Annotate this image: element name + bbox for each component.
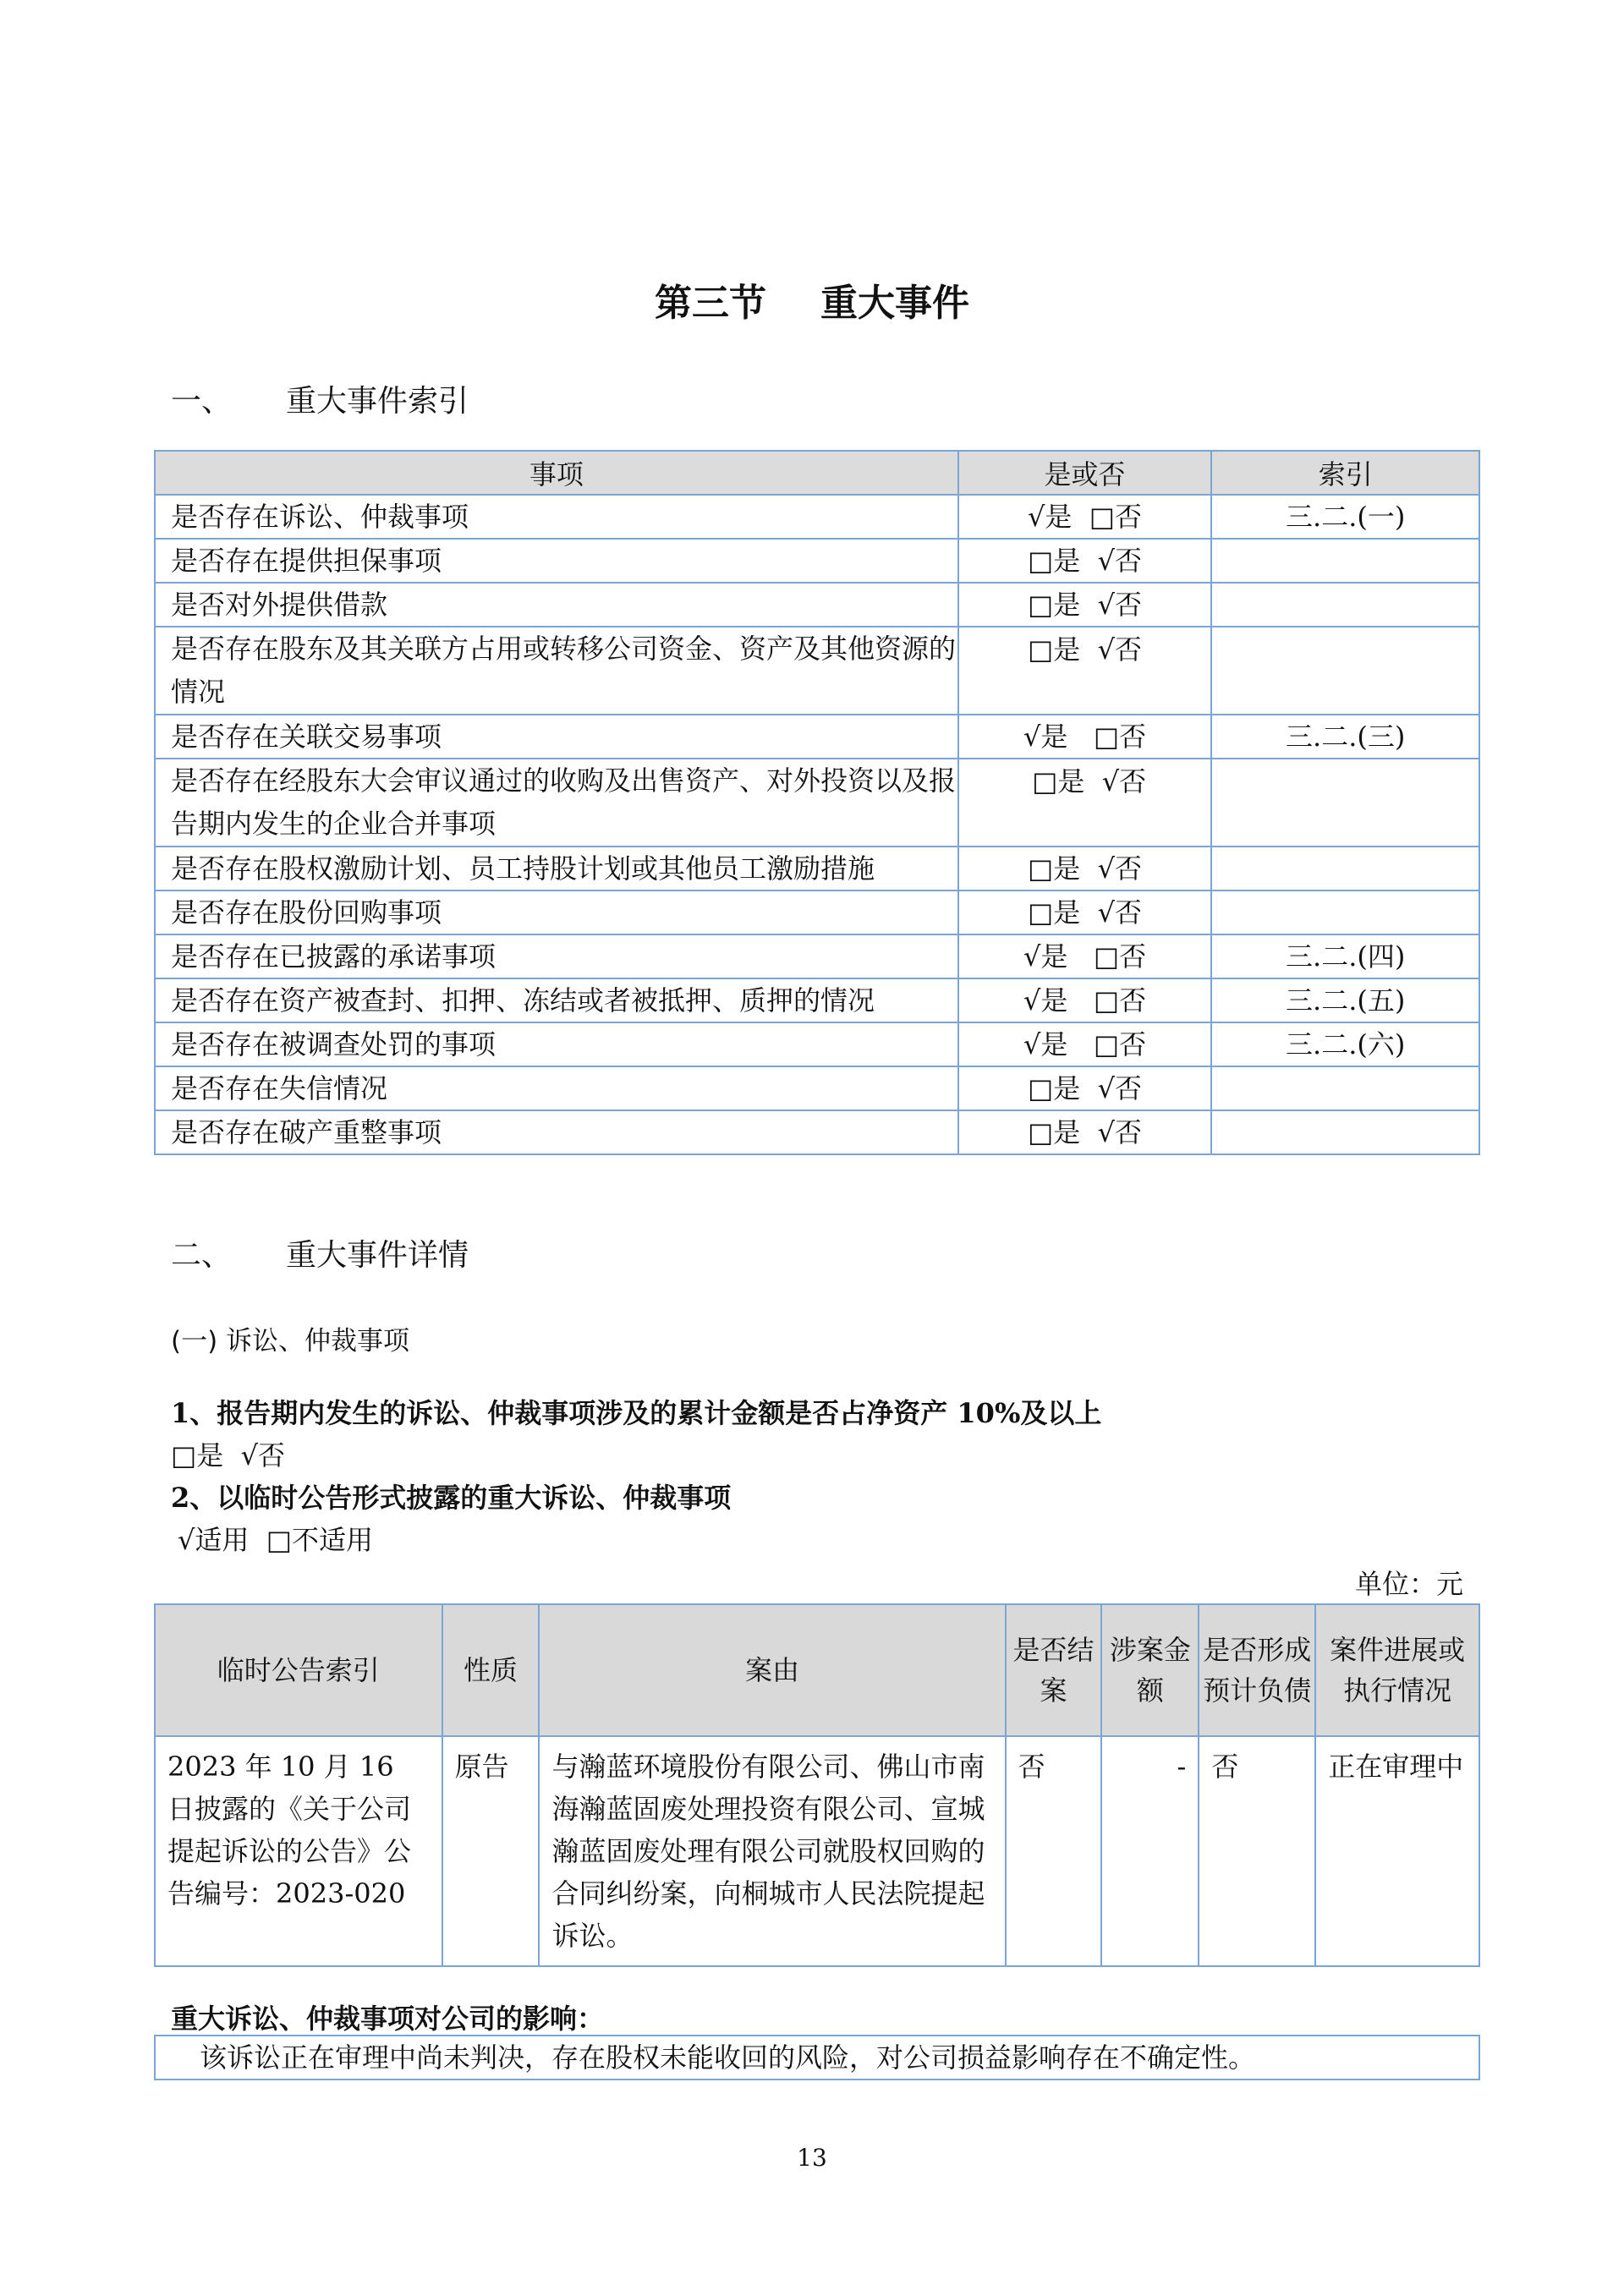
- heading-major-events-details: 二、 重大事件详情: [171, 1238, 469, 1273]
- unit-label: 单位：元: [1354, 1568, 1463, 1600]
- section-name: 重大事件: [820, 282, 969, 325]
- impact-text: 该诉讼正在审理中尚未判决，存在股权未能收回的风险，对公司损益影响存在不确定性。: [155, 2036, 1479, 2080]
- table-row: 2023 年 10 月 16 日披露的《关于公司提起诉讼的公告》公告编号：2023-020 原告 与瀚蓝环境股份有限公司、佛山市南海瀚蓝固废处理投资有限公司、宣城瀚蓝固废处理有限公司就股权回购的合同纠纷案，向桐城市人民法院提起诉讼。 否 - 否 正在审理中: [155, 1736, 1479, 1966]
- table-header-row: 临时公告索引 性质 案由 是否结案 涉案金额 是否形成预计负债 案件进展或执行情况: [155, 1604, 1479, 1736]
- litigation-table: [154, 1603, 1480, 1967]
- table-row: 是否存在股份回购事项 □是 √否: [155, 890, 1479, 934]
- table-row: 是否存在失信情况 □是 √否: [155, 1066, 1479, 1110]
- section-title: [0, 272, 1624, 326]
- question-2-answer: √适用 □不适用: [178, 1524, 373, 1556]
- header-item: 事项: [155, 451, 958, 495]
- table-row: 是否存在经股东大会审议通过的收购及出售资产、对外投资以及报告期内发生的企业合并事项 □是 √否: [155, 759, 1479, 847]
- table-row: 是否存在提供担保事项 □是 √否: [155, 539, 1479, 583]
- table-row: 是否存在被调查处罚的事项 √是 □否 三.二.(六): [155, 1022, 1479, 1066]
- events-index-table: [154, 450, 1480, 1155]
- question-1-answer: □是 √否: [171, 1439, 285, 1471]
- table-row: 是否存在诉讼、仲裁事项 √是 □否 三.二.(一): [155, 495, 1479, 539]
- impact-label: 重大诉讼、仲裁事项对公司的影响：: [171, 2003, 605, 2035]
- table-row: 是否存在关联交易事项 √是 □否 三.二.(三): [155, 715, 1479, 759]
- table-row: 是否存在资产被查封、扣押、冻结或者被抵押、质押的情况 √是 □否 三.二.(五): [155, 978, 1479, 1022]
- table-row: 是否存在股权激励计划、员工持股计划或其他员工激励措施 □是 √否: [155, 847, 1479, 890]
- table-row: 是否对外提供借款 □是 √否: [155, 583, 1479, 627]
- impact-box: [154, 2035, 1480, 2080]
- header-yes-no: 是或否: [958, 451, 1212, 495]
- question-2: 2、以临时公告形式披露的重大诉讼、仲裁事项: [171, 1482, 732, 1514]
- question-1: 1、报告期内发生的诉讼、仲裁事项涉及的累计金额是否占净资产 10%及以上: [171, 1397, 1102, 1429]
- table-row: 是否存在破产重整事项 □是 √否: [155, 1110, 1479, 1154]
- table-row: 是否存在已披露的承诺事项 √是 □否 三.二.(四): [155, 934, 1479, 978]
- subheading-litigation: (一) 诉讼、仲裁事项: [171, 1326, 410, 1356]
- table-row: 是否存在股东及其关联方占用或转移公司资金、资产及其他资源的情况 □是 √否: [155, 627, 1479, 715]
- page-number: 13: [797, 2144, 827, 2172]
- header-index: 索引: [1211, 451, 1479, 495]
- section-number: 第三节: [655, 282, 766, 325]
- heading-major-events-index: 一、 重大事件索引: [171, 384, 469, 419]
- table-header-row: [155, 451, 1479, 495]
